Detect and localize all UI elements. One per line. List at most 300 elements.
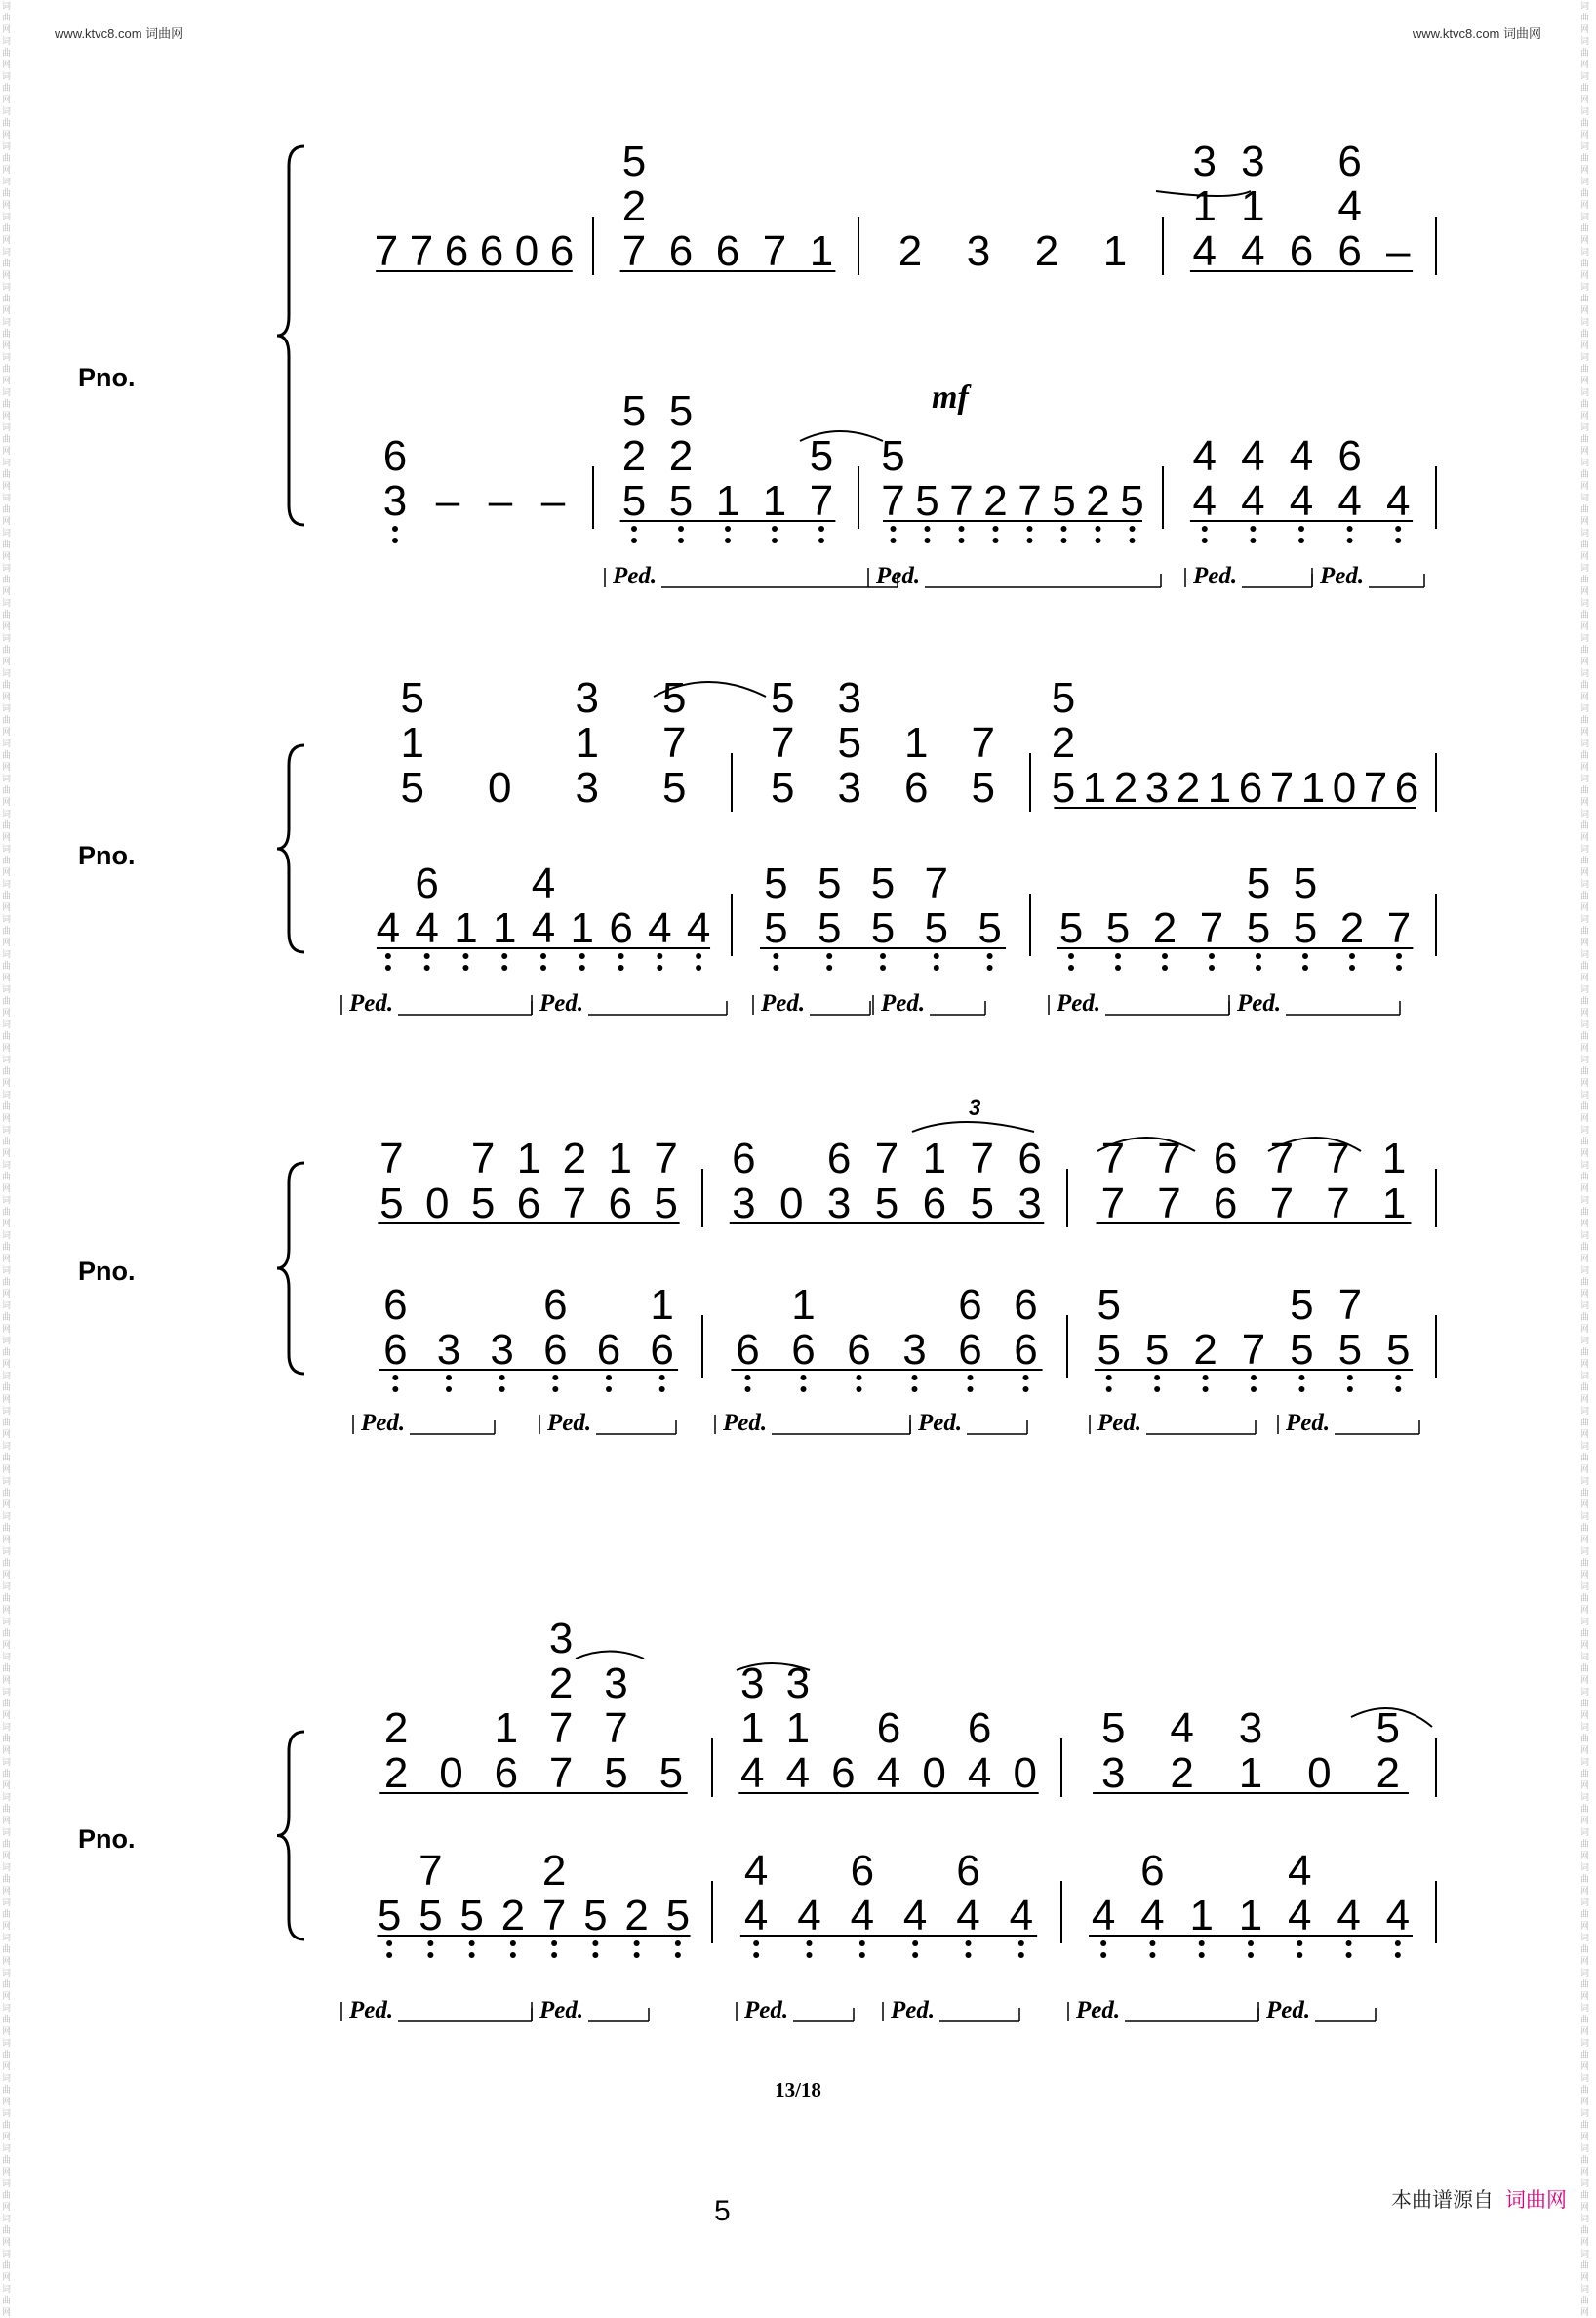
- treble-note: 2: [621, 182, 647, 230]
- footer-brand-link[interactable]: 词曲网: [1505, 2189, 1567, 2212]
- pedal-marking: [1185, 563, 1312, 589]
- octave-dot: [392, 538, 398, 543]
- bass-note: 3: [436, 1326, 461, 1374]
- bass-note: 5: [668, 387, 694, 435]
- bass-note: 5: [870, 859, 896, 907]
- treble-note: 3: [1192, 138, 1217, 185]
- octave-dot: [385, 965, 391, 971]
- treble-note: 5: [604, 1749, 628, 1797]
- octave-dot: [959, 538, 965, 543]
- octave-dot: [968, 1375, 974, 1380]
- octave-dot: [618, 965, 624, 971]
- octave-dot: [987, 953, 993, 959]
- octave-dot: [857, 1375, 862, 1380]
- treble-note: 5: [771, 764, 795, 812]
- treble-note: 2: [1051, 719, 1076, 767]
- octave-dot: [1250, 526, 1256, 532]
- octave-dot: [1018, 1952, 1024, 1958]
- octave-dot: [1395, 1386, 1401, 1392]
- octave-dot: [1297, 1952, 1302, 1958]
- treble-note: 1: [922, 1135, 947, 1182]
- treble-note: 3: [1017, 1179, 1042, 1227]
- octave-dot: [1395, 1952, 1401, 1958]
- octave-dot: [1106, 1375, 1112, 1380]
- treble-note: 5: [654, 1179, 678, 1227]
- bass-note: 7: [1337, 1281, 1363, 1329]
- octave-dot: [1395, 1940, 1401, 1946]
- treble-note: 1: [1207, 764, 1232, 812]
- octave-dot: [1115, 953, 1121, 959]
- bass-note: 4: [850, 1892, 875, 1939]
- bass-note: 6: [1140, 1847, 1165, 1895]
- bass-note: 1: [454, 904, 478, 952]
- treble-note: 6: [444, 227, 469, 275]
- octave-dot: [631, 538, 637, 543]
- bass-note: 5: [1052, 477, 1076, 525]
- octave-dot: [993, 526, 999, 532]
- octave-dot: [386, 1940, 392, 1946]
- octave-dot: [427, 1940, 433, 1946]
- octave-dot: [1298, 538, 1304, 543]
- instrument-label-system-1: Pno.: [78, 363, 136, 392]
- bass-note: 2: [1339, 904, 1365, 952]
- octave-dot: [1251, 1386, 1257, 1392]
- treble-note: 1: [1192, 182, 1217, 230]
- octave-dot: [552, 1375, 558, 1380]
- treble-note: 3: [575, 764, 599, 812]
- treble-note: 6: [922, 1179, 947, 1227]
- octave-dot: [386, 1952, 392, 1958]
- treble-note: 7: [1363, 764, 1388, 812]
- bass-note: 1: [1189, 1892, 1214, 1939]
- octave-dot: [1202, 526, 1208, 532]
- grand-staff-brace: [277, 146, 304, 525]
- bass-note: 6: [847, 1326, 871, 1374]
- octave-dot: [1096, 526, 1101, 532]
- octave-dot: [1061, 526, 1067, 532]
- treble-note: 0: [514, 227, 539, 275]
- treble-note: 7: [1269, 764, 1295, 812]
- octave-dot: [818, 526, 824, 532]
- bass-note: 5: [583, 1892, 608, 1939]
- bass-note: 4: [797, 1892, 821, 1939]
- bass-note: 5: [978, 904, 1002, 952]
- bass-note: 6: [958, 1326, 982, 1374]
- treble-note: 7: [374, 227, 399, 275]
- octave-dot: [1203, 1375, 1209, 1380]
- treble-note: 3: [548, 1615, 574, 1662]
- treble-note: 5: [379, 1179, 404, 1227]
- octave-dot: [1199, 1952, 1205, 1958]
- octave-dot: [1256, 965, 1261, 971]
- bass-note: 4: [1385, 1892, 1411, 1939]
- footer-source-text: 本曲谱源自: [1391, 2189, 1494, 2212]
- bass-note: 4: [1289, 477, 1314, 525]
- bass-note: 5: [1293, 859, 1318, 907]
- bass-note: 3: [490, 1326, 514, 1374]
- octave-dot: [579, 953, 585, 959]
- pedal-marking: [532, 1997, 649, 2023]
- octave-dot: [1100, 1952, 1106, 1958]
- octave-dot: [427, 1952, 433, 1958]
- octave-dot: [592, 1952, 598, 1958]
- octave-dot: [959, 526, 965, 532]
- pedal-label: Ped.: [539, 990, 584, 1017]
- octave-dot: [1209, 953, 1215, 959]
- octave-dot: [634, 1952, 640, 1958]
- octave-dot: [753, 1940, 759, 1946]
- octave-dot: [551, 1940, 557, 1946]
- octave-dot: [579, 965, 585, 971]
- treble-note: 6: [494, 1749, 519, 1797]
- octave-dot: [1106, 1386, 1112, 1392]
- octave-dot: [966, 1940, 972, 1946]
- treble-note: 1: [1241, 182, 1265, 230]
- bass-note: 7: [1199, 904, 1224, 952]
- octave-dot: [1199, 1940, 1205, 1946]
- bass-note: 5: [1293, 904, 1318, 952]
- octave-dot: [745, 1375, 751, 1380]
- octave-dot: [925, 538, 931, 543]
- treble-note: 7: [874, 1135, 899, 1182]
- treble-note: 5: [971, 764, 995, 812]
- treble-note: 7: [970, 1135, 994, 1182]
- octave-dot: [424, 953, 430, 959]
- pedal-marking: [873, 990, 985, 1017]
- pedal-label: Ped.: [891, 1997, 936, 2023]
- octave-dot: [1068, 965, 1074, 971]
- treble-note: 3: [575, 674, 599, 722]
- treble-note: 2: [1170, 1749, 1194, 1797]
- pedal-label: Ped.: [761, 990, 806, 1017]
- treble-note: 5: [662, 674, 687, 722]
- octave-dot: [659, 1386, 665, 1392]
- bass-note: 4: [1140, 1892, 1165, 1939]
- treble-note: 2: [898, 227, 923, 275]
- pedal-label: Ped.: [723, 1410, 768, 1436]
- octave-dot: [772, 526, 778, 532]
- octave-dot: [880, 953, 886, 959]
- octave-dot: [826, 953, 832, 959]
- treble-note: 2: [548, 1659, 574, 1707]
- treble-note: 3: [837, 674, 861, 722]
- side-watermark-left: 词曲网词曲网词曲网词曲网词曲网词曲网词曲网词曲网词曲网词曲网词曲网词曲网词曲网词曲网词曲网词曲网词曲网词曲网词曲网词曲网词曲网词曲网词曲网词曲网词曲网词曲网词曲网词曲网词曲网词曲网词曲网词曲网词曲网词曲网词曲网词曲网词曲网词曲网词曲网词曲网词曲网词曲网词曲网词曲网词曲网词曲网词曲网词曲网词曲网词曲网词曲网词曲网词曲网词曲网词曲网词曲网词曲网词曲网词曲网词曲网词曲网词曲网词曲网词曲网词曲网词曲网: [2, 1, 12, 2317]
- bass-note: 6: [650, 1326, 674, 1374]
- pedal-marking: [1229, 990, 1400, 1017]
- bass-note: 2: [1152, 904, 1177, 952]
- octave-dot: [1298, 1375, 1304, 1380]
- octave-dot: [1302, 953, 1308, 959]
- octave-dot: [1349, 953, 1355, 959]
- pedal-marking: [1090, 1410, 1256, 1436]
- octave-dot: [807, 1940, 813, 1946]
- octave-dot: [1395, 1375, 1401, 1380]
- octave-dot: [934, 965, 939, 971]
- octave-dot: [631, 526, 637, 532]
- bass-note: 7: [809, 477, 834, 525]
- treble-note: 5: [874, 1179, 899, 1227]
- treble-note: 6: [1213, 1135, 1238, 1182]
- octave-dot: [446, 1375, 452, 1380]
- octave-dot: [987, 965, 993, 971]
- octave-dot: [606, 1375, 612, 1380]
- treble-note: 0: [1013, 1749, 1037, 1797]
- treble-note: 6: [608, 1179, 632, 1227]
- bass-note: 6: [736, 1326, 760, 1374]
- treble-note: 7: [548, 1749, 574, 1797]
- pedal-marking: [341, 1997, 532, 2023]
- octave-dot: [659, 1375, 665, 1380]
- octave-dot: [1209, 965, 1215, 971]
- treble-note: 5: [658, 1749, 684, 1797]
- bass-note: 6: [1014, 1281, 1038, 1329]
- bass-note: 5: [459, 1892, 484, 1939]
- pedal-marking: [910, 1410, 1027, 1436]
- octave-dot: [1346, 1940, 1352, 1946]
- pedal-label: Ped.: [349, 1997, 394, 2023]
- bass-note: 5: [1290, 1326, 1314, 1374]
- treble-note: 7: [971, 719, 995, 767]
- treble-note: 7: [1100, 1179, 1126, 1227]
- octave-dot: [510, 1940, 516, 1946]
- treble-note: 7: [562, 1179, 587, 1227]
- octave-dot: [696, 965, 701, 971]
- staff-system-1: [277, 138, 1436, 589]
- treble-note: 3: [837, 764, 861, 812]
- bass-note: 1: [762, 477, 787, 525]
- bass-note: 5: [1386, 1326, 1411, 1374]
- treble-note: 7: [621, 227, 647, 275]
- octave-dot: [1346, 1952, 1352, 1958]
- treble-note: 6: [876, 1704, 901, 1752]
- octave-dot: [675, 1952, 681, 1958]
- bass-note: 6: [609, 904, 633, 952]
- treble-note: 6: [826, 1135, 852, 1182]
- pedal-label: Ped.: [361, 1410, 406, 1436]
- treble-note: 1: [1381, 1179, 1407, 1227]
- octave-dot: [592, 1940, 598, 1946]
- octave-dot: [912, 1940, 918, 1946]
- bass-note: 4: [743, 1892, 769, 1939]
- octave-dot: [634, 1940, 640, 1946]
- octave-dot: [551, 1952, 557, 1958]
- treble-note: 5: [470, 1179, 496, 1227]
- treble-note: 3: [732, 1179, 756, 1227]
- pedal-label: Ped.: [744, 1997, 789, 2023]
- staff-system-4: [277, 1615, 1436, 2023]
- octave-dot: [618, 953, 624, 959]
- octave-dot: [912, 1386, 918, 1392]
- bass-note: 5: [817, 859, 842, 907]
- octave-dot: [857, 1386, 862, 1392]
- pedal-label: Ped.: [1057, 990, 1101, 1017]
- treble-note: 0: [439, 1749, 463, 1797]
- treble-note: 1: [400, 719, 424, 767]
- treble-note: 3: [1238, 1704, 1263, 1752]
- octave-dot: [859, 1940, 865, 1946]
- treble-note: 4: [967, 1749, 992, 1797]
- treble-note: 1: [1082, 764, 1107, 812]
- octave-dot: [552, 1386, 558, 1392]
- bass-note: 5: [1246, 904, 1271, 952]
- pedal-label: Ped.: [1076, 1997, 1121, 2023]
- octave-dot: [392, 1375, 398, 1380]
- octave-dot: [1297, 1940, 1302, 1946]
- bass-note: 2: [1193, 1326, 1217, 1374]
- octave-dot: [773, 965, 778, 971]
- octave-dot: [826, 965, 832, 971]
- bass-note: 5: [665, 1892, 691, 1939]
- header-left-url: www.ktvc8.com 词曲网: [55, 26, 184, 41]
- octave-dot: [696, 953, 701, 959]
- bass-note: 5: [1105, 904, 1131, 952]
- treble-note: 6: [1238, 764, 1263, 812]
- pedal-label: Ped.: [881, 990, 926, 1017]
- footer-credit: [1391, 2184, 1567, 2214]
- bass-note: 5: [1337, 1326, 1363, 1374]
- bass-note: 1: [791, 1281, 816, 1329]
- bass-note: 7: [881, 477, 905, 525]
- octave-dot: [1248, 1940, 1254, 1946]
- bass-note: –: [435, 477, 460, 525]
- octave-dot: [1298, 526, 1304, 532]
- octave-dot: [725, 526, 731, 532]
- treble-note: 7: [771, 719, 795, 767]
- bass-note: 4: [1288, 1847, 1312, 1895]
- treble-note: 5: [1051, 764, 1076, 812]
- treble-note: 5: [771, 674, 795, 722]
- bass-note: 2: [624, 1892, 649, 1939]
- bass-note: 5: [817, 904, 842, 952]
- bass-note: 7: [1386, 904, 1412, 952]
- octave-dot: [1395, 526, 1401, 532]
- instrument-label-system-3: Pno.: [78, 1257, 136, 1286]
- treble-note: 2: [562, 1135, 587, 1182]
- octave-dot: [501, 965, 507, 971]
- bass-note: 5: [621, 477, 647, 525]
- bass-note: 4: [1288, 1892, 1312, 1939]
- octave-dot: [1396, 953, 1402, 959]
- bass-note: 5: [924, 904, 949, 952]
- bass-note: 2: [668, 432, 694, 480]
- bass-note: 6: [383, 1281, 408, 1329]
- octave-dot: [1149, 1940, 1155, 1946]
- octave-dot: [773, 953, 778, 959]
- pedal-label: Ped.: [1237, 990, 1282, 1017]
- treble-note: 6: [1017, 1135, 1042, 1182]
- bass-note: 4: [1289, 432, 1314, 480]
- pedal-label: Ped.: [547, 1410, 592, 1436]
- treble-note: 1: [516, 1135, 541, 1182]
- bass-note: 2: [500, 1892, 526, 1939]
- treble-note: 6: [732, 1135, 756, 1182]
- bass-note: 5: [809, 432, 834, 480]
- triplet-slur: [912, 1122, 1034, 1132]
- treble-note: 6: [1337, 227, 1362, 275]
- bass-note: 5: [881, 432, 905, 480]
- pedal-label: Ped.: [1286, 1410, 1331, 1436]
- octave-dot: [925, 526, 931, 532]
- octave-dot: [1347, 526, 1353, 532]
- bass-note: 4: [686, 904, 711, 952]
- bass-note: 2: [621, 432, 647, 480]
- bass-note: 1: [1238, 1892, 1263, 1939]
- treble-note: 3: [1144, 764, 1170, 812]
- pedal-label: Ped.: [539, 1997, 584, 2023]
- pedal-label: Ped.: [876, 563, 921, 589]
- treble-note: 1: [809, 227, 834, 275]
- treble-note: 7: [1157, 1135, 1181, 1182]
- bass-note: 4: [1385, 477, 1411, 525]
- octave-dot: [657, 965, 662, 971]
- octave-dot: [499, 1375, 505, 1380]
- bass-note: 3: [902, 1326, 927, 1374]
- treble-note: 1: [608, 1135, 632, 1182]
- treble-note: 2: [1113, 764, 1138, 812]
- bass-note: 6: [415, 859, 439, 907]
- bass-note: 6: [956, 1847, 980, 1895]
- octave-dot: [753, 1952, 759, 1958]
- treble-note: 7: [762, 227, 787, 275]
- octave-dot: [912, 1375, 918, 1380]
- octave-dot: [1130, 526, 1136, 532]
- octave-dot: [1302, 965, 1308, 971]
- bass-note: 4: [1192, 477, 1217, 525]
- octave-dot: [1347, 1386, 1353, 1392]
- octave-dot: [392, 1386, 398, 1392]
- bass-note: 5: [1097, 1281, 1121, 1329]
- treble-note: 1: [1381, 1135, 1407, 1182]
- treble-note: 7: [1326, 1179, 1350, 1227]
- pedal-marking: [532, 990, 727, 1017]
- treble-note: 0: [488, 764, 512, 812]
- treble-note: 1: [1300, 764, 1326, 812]
- pedal-marking: [1049, 990, 1229, 1017]
- pedal-marking: [883, 1997, 1019, 2023]
- pedal-marking: [737, 1997, 854, 2023]
- octave-dot: [745, 1386, 751, 1392]
- treble-note: 1: [1238, 1749, 1263, 1797]
- pedal-label: Ped.: [1097, 1410, 1142, 1436]
- octave-dot: [880, 965, 886, 971]
- treble-note: 0: [1332, 764, 1357, 812]
- grand-staff-brace: [277, 1732, 304, 1939]
- treble-note: 7: [379, 1135, 404, 1182]
- bass-note: 6: [382, 432, 408, 480]
- treble-note: 7: [1326, 1135, 1350, 1182]
- bass-note: 7: [1017, 477, 1042, 525]
- tie-arc: [576, 1652, 644, 1659]
- treble-note: 5: [970, 1179, 994, 1227]
- octave-dot: [1068, 953, 1074, 959]
- octave-dot: [772, 538, 778, 543]
- octave-dot: [1027, 538, 1033, 543]
- bass-note: 1: [715, 477, 740, 525]
- treble-note: –: [1385, 227, 1411, 275]
- octave-dot: [1162, 953, 1168, 959]
- octave-dot: [1395, 538, 1401, 543]
- grand-staff-brace: [277, 1163, 304, 1374]
- bass-note: 2: [1086, 477, 1110, 525]
- octave-dot: [462, 965, 468, 971]
- octave-dot: [1023, 1375, 1029, 1380]
- bass-note: 5: [668, 477, 694, 525]
- bass-note: 2: [541, 1847, 567, 1895]
- bass-note: 1: [492, 904, 517, 952]
- treble-note: 7: [604, 1704, 628, 1752]
- treble-note: 7: [548, 1704, 574, 1752]
- treble-note: 7: [470, 1135, 496, 1182]
